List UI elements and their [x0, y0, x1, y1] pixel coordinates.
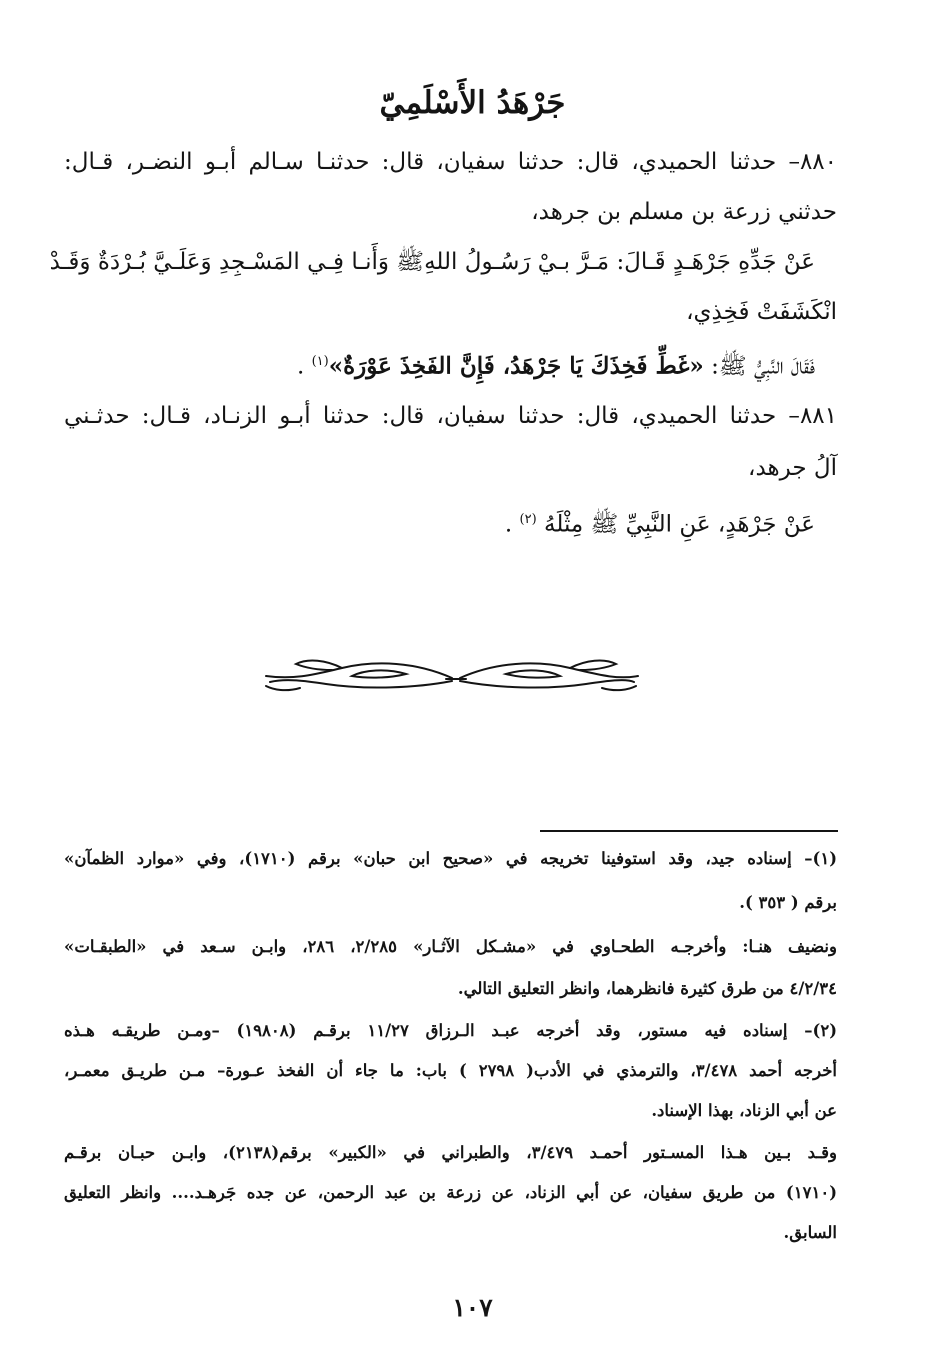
ornament-divider: [256, 648, 646, 698]
hadith-880-matn-line-1: عَنْ جَدِّهِ جَرْهَـدٍ قَـالَ: مَـرَّ بـيْ رَسُـولُ اللهِﷺ وَأَنـا فِـي المَسْـجِدِ وَعَلَـيَّ بُـرْدَةٌ وَقَـدْ: [49, 249, 815, 275]
hadith-880-line-2: حدثني زرعة بن مسلم بن جرهد،: [531, 199, 837, 225]
hadith-881-matn-text: عَنْ جَرْهَدٍ، عَنِ النَّبِيِّ ﷺ مِثْلَهُ: [544, 511, 815, 538]
footnote-1-line-3: ونضيف هنـا: وأخرجـه الطحـاوي في «مشـكل الآثـار» ٢/٢٨٥، ٢٨٦، وابـن سـعد في «الطبقـات»: [64, 937, 837, 956]
hadith-880-line-1: ٨٨٠– حدثنا الحميدي، قال: حدثنا سفيان، قال: حدثنـا سـالم أبـو النضـر، قـال:: [64, 149, 837, 175]
sentence-end: .: [504, 511, 520, 538]
footnote-2-line-1: (٢)– إسناده فيه مستور، وقد أخرجه عبـد الـرزاق ١١/٢٧ برقـم (١٩٨٠٨) –ومـن طريقـه هـذه: [64, 1021, 837, 1040]
footnote-ref-1[interactable]: (١): [311, 354, 329, 369]
prophet-saying-intro: فَقَالَ النَّبِيُّ ﷺ:: [711, 353, 815, 380]
footnote-ref-2[interactable]: (٢): [519, 512, 537, 527]
footnote-1-line-4: ٤/٢/٣٤ من طرق كثيرة فانظرهما، وانظر التعليق التالي.: [457, 979, 837, 998]
hadith-881-line-1: ٨٨١– حدثنا الحميدي، قال: حدثنا سفيان، قال: حدثنا أبـو الزنـاد، قـال: حدثـني: [64, 403, 837, 429]
footnote-2-line-6: السابق.: [783, 1223, 837, 1242]
footnote-2-line-3: عن أبي الزناد، بهذا الإسناد.: [651, 1101, 837, 1120]
footnote-2-line-5: (١٧١٠) من طريق سفيان، عن أبي الزناد، عن زرعة بن عبد الرحمن، عن جده جَرهـد.... وانظر التعليق: [64, 1183, 837, 1202]
footnote-2-line-2: أخرجه أحمد ٣/٤٧٨، والترمذي في الأدب( ٢٧٩٨ ) باب: ما جاء أن الفخذ عـورة– مـن طريـق معمـر،: [64, 1061, 837, 1080]
footnote-1-line-2: برقم ( ٣٥٣ ).: [739, 893, 837, 912]
footnote-2-line-4: وقـد بـين هـذا المسـتور أحمـد ٣/٤٧٩، والطبراني في «الكبير» برقم(٢١٣٨)، وابـن حبـان برقـم: [64, 1143, 838, 1162]
footnote-separator: [540, 830, 838, 832]
page-number: ١٠٧: [452, 1293, 493, 1322]
page-title: جَرْهَدُ الأَسْلَمِيّ: [379, 85, 566, 121]
hadith-881-line-2: آلُ جرهد،: [748, 455, 837, 481]
hadith-880-matn-line-3: [64, 340, 815, 389]
hadith-880-matn-line-2: انْكَشَفَتْ فَخِذِي،: [686, 299, 837, 325]
hadith-881-matn: [64, 498, 815, 547]
prophet-saying-quote: «غَطِّ فَخِذَكَ يَا جَرْهَدُ، فَإِنَّ الفَخِذَ عَوْرَةٌ»: [328, 352, 704, 380]
footnote-1-line-1: (١)– إسناده جيد، وقد استوفينا تخريجه في «صحيح ابن حبان» برقم (١٧١٠)، وفي «موارد الظمآن»: [64, 849, 837, 868]
sentence-end: .: [296, 353, 312, 380]
